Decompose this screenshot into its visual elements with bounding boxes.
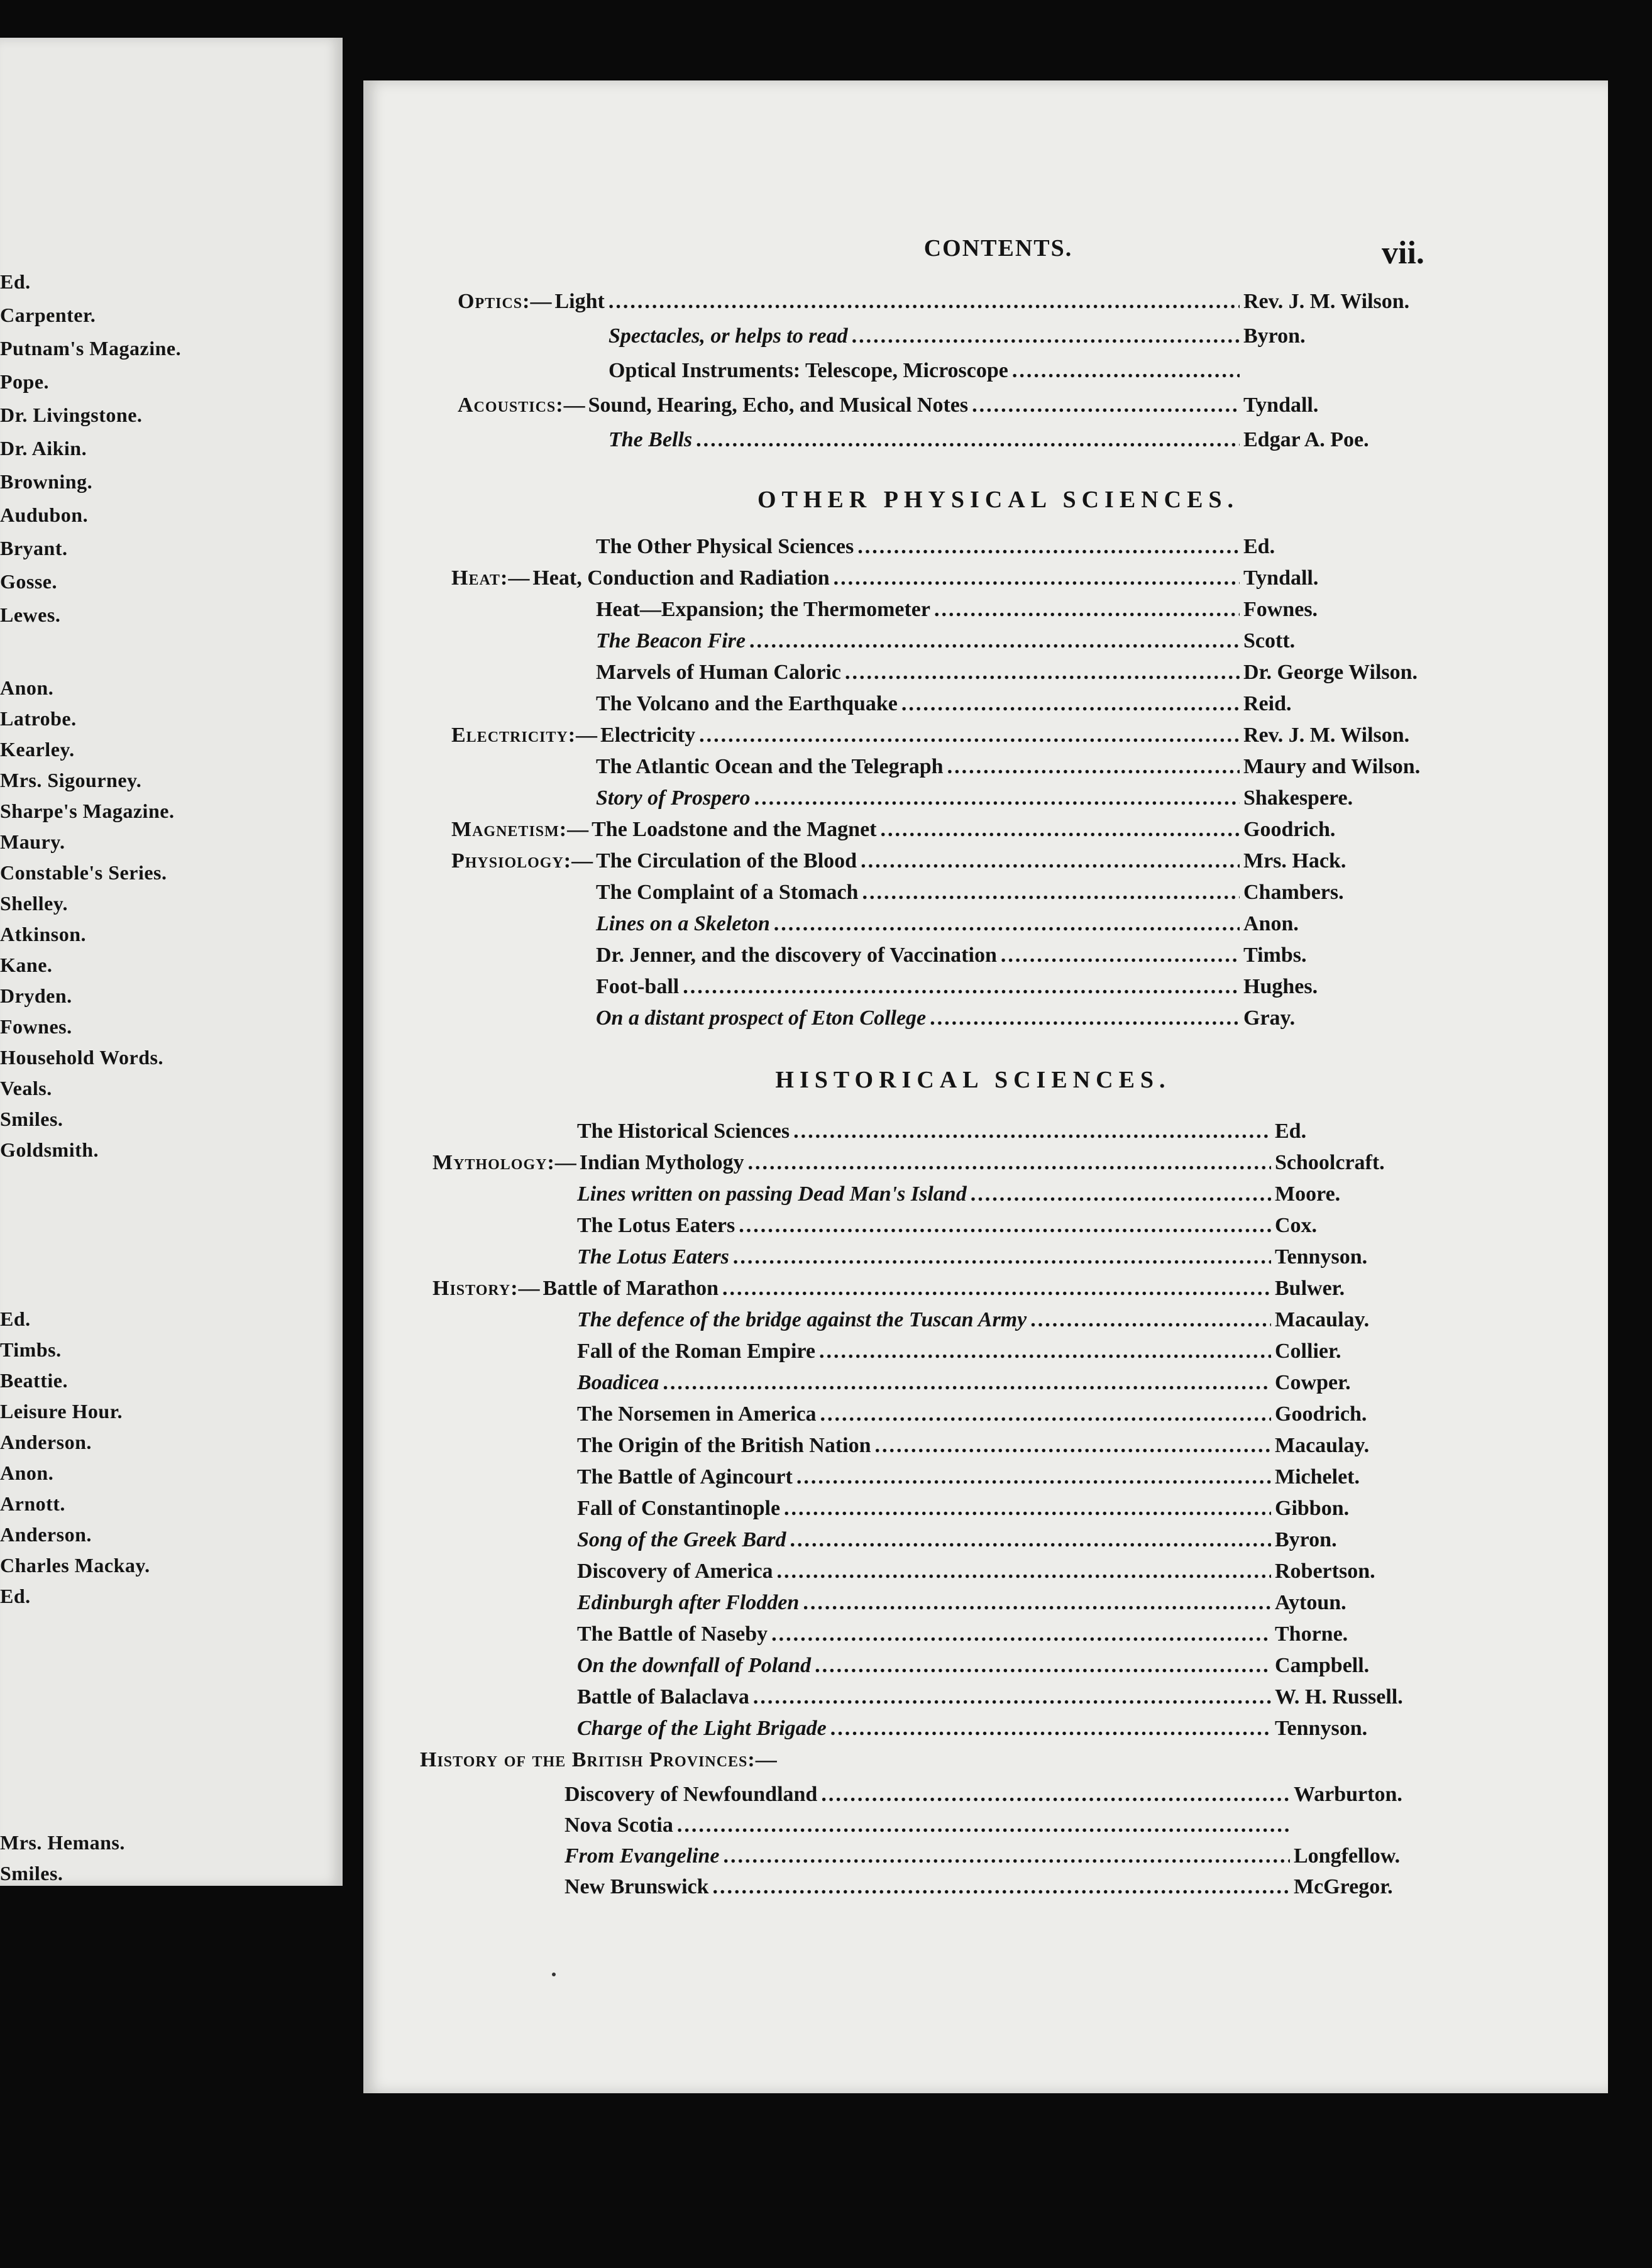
previous-page-author-line: Mrs. Hemans. <box>0 1831 125 1854</box>
leader-dots <box>713 1873 1290 1901</box>
contents-entry <box>577 1589 1432 1617</box>
entry-author: Macaulay. <box>1275 1434 1370 1457</box>
leader-dots <box>820 1401 1271 1428</box>
contents-entry <box>577 1243 1432 1271</box>
leader-dots <box>753 1683 1271 1711</box>
entry-title: On a distant prospect of Eton College <box>596 1006 927 1030</box>
provinces-heading-label: History of the British Provinces:— <box>420 1748 778 1771</box>
entry-title: Dr. Jenner, and the discovery of Vaccination <box>596 944 997 967</box>
entry-title: The Bells <box>608 428 693 451</box>
entry-title: The Origin of the British Nation <box>577 1434 871 1457</box>
leader-dots <box>1030 1306 1271 1334</box>
entry-title: Lines written on passing Dead Man's Island <box>577 1182 967 1206</box>
contents-entry <box>577 1463 1432 1491</box>
contents-entry <box>577 1683 1432 1711</box>
leader-dots <box>733 1243 1271 1271</box>
contents-entry <box>458 392 1451 419</box>
contents-entry <box>596 879 1451 906</box>
entry-author: Byron. <box>1275 1528 1337 1551</box>
contents-entry <box>577 1432 1432 1460</box>
contents-entry <box>608 426 1451 454</box>
entry-title: Story of Prospero <box>596 786 751 810</box>
previous-page-author-line: Dr. Livingstone. <box>0 404 143 426</box>
leader-dots <box>862 879 1240 906</box>
leader-dots <box>747 1149 1271 1177</box>
entry-title: Nova Scotia <box>564 1814 673 1837</box>
entry-title: Edinburgh after Flodden <box>577 1591 800 1614</box>
entry-author: Cox. <box>1275 1214 1318 1237</box>
leader-dots <box>754 784 1240 812</box>
entry-author: Collier. <box>1275 1340 1341 1363</box>
leader-dots <box>677 1812 1290 1839</box>
leader-dots <box>793 1118 1271 1145</box>
entry-author: Rev. J. M. Wilson. <box>1243 724 1410 747</box>
contents-page <box>363 80 1608 2093</box>
contents-entry <box>451 816 1451 844</box>
entry-author: Goodrich. <box>1243 818 1336 841</box>
previous-page-author-line: Anderson. <box>0 1523 92 1546</box>
leader-dots <box>796 1463 1271 1491</box>
leader-dots <box>815 1652 1271 1680</box>
leader-dots <box>901 690 1240 718</box>
entry-title: Battle of Marathon <box>542 1277 719 1300</box>
contents-entry <box>564 1812 1432 1839</box>
entry-author: Byron. <box>1243 324 1306 348</box>
previous-page-author-line: Audubon. <box>0 504 89 526</box>
previous-page-author-line: Beattie. <box>0 1369 68 1392</box>
section-label: Optics:— <box>458 290 553 313</box>
previous-page-author-line: Dryden. <box>0 984 72 1007</box>
previous-page-author-line: Leisure Hour. <box>0 1400 123 1423</box>
leader-dots <box>696 426 1240 454</box>
entry-author: W. H. Russell. <box>1275 1685 1403 1709</box>
leader-dots <box>1001 942 1240 969</box>
entry-author: Chambers. <box>1243 881 1344 904</box>
contents-entry <box>608 357 1451 385</box>
entry-author: Mrs. Hack. <box>1243 849 1346 873</box>
contents-entry <box>564 1781 1432 1808</box>
previous-page-author-line: Anon. <box>0 1462 54 1484</box>
entry-title: Heat—Expansion; the Thermometer <box>596 598 930 621</box>
leader-dots <box>861 847 1240 875</box>
leader-dots <box>699 722 1240 749</box>
leader-dots <box>683 973 1240 1001</box>
leader-dots <box>875 1432 1271 1460</box>
leader-dots <box>830 1715 1271 1742</box>
contents-entry <box>596 973 1451 1001</box>
page-number: vii. <box>1382 235 1424 271</box>
entry-title: The Circulation of the Blood <box>596 849 857 873</box>
entry-title: Boadicea <box>577 1371 659 1394</box>
entry-author: Tyndall. <box>1243 394 1319 417</box>
previous-page-author-line: Anon. <box>0 676 54 699</box>
contents-entry <box>577 1118 1432 1145</box>
leader-dots <box>947 753 1240 781</box>
leader-dots <box>821 1781 1290 1808</box>
previous-page-author-line: Latrobe. <box>0 707 77 730</box>
previous-page-author-line: Kane. <box>0 954 53 976</box>
contents-entry <box>596 659 1451 686</box>
entry-author: Robertson. <box>1275 1560 1375 1583</box>
entry-author: Goodrich. <box>1275 1402 1367 1426</box>
entry-author: Gibbon. <box>1275 1497 1350 1520</box>
contents-entry <box>596 596 1451 624</box>
entry-author: McGregor. <box>1294 1875 1393 1898</box>
entry-title: New Brunswick <box>564 1875 709 1898</box>
leader-dots <box>771 1621 1271 1648</box>
contents-entry <box>432 1149 1432 1177</box>
section-heading-other-physical-sciences: OTHER PHYSICAL SCIENCES. <box>757 487 1240 513</box>
contents-entry <box>458 288 1451 316</box>
leader-dots <box>663 1369 1271 1397</box>
entry-title: Battle of Balaclava <box>577 1685 749 1709</box>
leader-dots <box>852 322 1240 350</box>
contents-entry <box>596 627 1451 655</box>
contents-entry <box>577 1338 1432 1365</box>
leader-dots <box>934 596 1240 624</box>
entry-title: Discovery of Newfoundland <box>564 1783 818 1806</box>
entry-author: Warburton. <box>1294 1783 1402 1806</box>
previous-page-author-line: Charles Mackay. <box>0 1554 150 1577</box>
contents-entry <box>577 1495 1432 1522</box>
entry-title: The Other Physical Sciences <box>596 535 854 558</box>
entry-title: The Norsemen in America <box>577 1402 817 1426</box>
contents-entry <box>451 564 1451 592</box>
contents-entry <box>577 1715 1432 1742</box>
leader-dots <box>845 659 1240 686</box>
entry-author: Shakespere. <box>1243 786 1353 810</box>
leader-dots <box>972 392 1240 419</box>
entry-author: Edgar A. Poe. <box>1243 428 1369 451</box>
entry-author: Timbs. <box>1243 944 1307 967</box>
leader-dots <box>857 533 1240 561</box>
entry-author: Longfellow. <box>1294 1844 1401 1868</box>
contents-entry <box>564 1842 1432 1870</box>
previous-page-author-line: Veals. <box>0 1077 52 1099</box>
leader-dots <box>739 1212 1271 1240</box>
contents-entry <box>577 1401 1432 1428</box>
previous-page-author-line: Maury. <box>0 830 65 853</box>
previous-page <box>0 38 343 1886</box>
entry-title: From Evangeline <box>564 1844 720 1868</box>
leader-dots <box>1012 357 1240 385</box>
entry-title: The Atlantic Ocean and the Telegraph <box>596 755 944 778</box>
entry-title: On the downfall of Poland <box>577 1654 812 1677</box>
contents-entry <box>432 1275 1432 1302</box>
contents-entry <box>451 847 1451 875</box>
entry-title: Heat, Conduction and Radiation <box>532 566 830 590</box>
entry-author: Reid. <box>1243 692 1292 715</box>
leader-dots <box>930 1005 1240 1032</box>
section-label: Acoustics:— <box>458 394 586 417</box>
previous-page-author-line: Ed. <box>0 1585 31 1607</box>
contents-entry <box>596 910 1451 938</box>
previous-page-author-line: Ed. <box>0 270 31 293</box>
leader-dots <box>803 1589 1271 1617</box>
contents-entry <box>596 533 1451 561</box>
entry-author: Schoolcraft. <box>1275 1151 1385 1174</box>
entry-title: Song of the Greek Bard <box>577 1528 786 1551</box>
previous-page-author-line: Shelley. <box>0 892 69 915</box>
leader-dots <box>608 288 1240 316</box>
previous-page-author-line: Smiles. <box>0 1108 63 1130</box>
contents-entry <box>451 722 1451 749</box>
provinces-heading <box>420 1746 780 1774</box>
contents-entry <box>577 1181 1432 1208</box>
previous-page-author-line: Atkinson. <box>0 923 86 945</box>
entry-author: Dr. George Wilson. <box>1243 661 1418 684</box>
leader-dots <box>722 1275 1271 1302</box>
entry-title: Electricity <box>600 724 696 747</box>
leader-dots <box>880 816 1240 844</box>
entry-title: Light <box>554 290 605 313</box>
contents-entry <box>596 1005 1451 1032</box>
contents-entry <box>596 942 1451 969</box>
entry-author: Rev. J. M. Wilson. <box>1243 290 1410 313</box>
contents-entry <box>577 1526 1432 1554</box>
entry-title: The Volcano and the Earthquake <box>596 692 898 715</box>
running-title: CONTENTS. <box>923 235 1073 261</box>
entry-title: Indian Mythology <box>579 1151 744 1174</box>
entry-title: Lines on a Skeleton <box>596 912 770 935</box>
entry-title: The Lotus Eaters <box>577 1245 729 1269</box>
leader-dots <box>971 1181 1271 1208</box>
entry-author: Thorne. <box>1275 1622 1348 1646</box>
section-label: Electricity:— <box>451 724 598 747</box>
previous-page-author-line: Browning. <box>0 470 93 493</box>
entry-author: Ed. <box>1275 1120 1307 1143</box>
entry-title: The Lotus Eaters <box>577 1214 735 1237</box>
previous-page-author-line: Constable's Series. <box>0 861 167 884</box>
entry-author: Moore. <box>1275 1182 1341 1206</box>
contents-entry <box>577 1212 1432 1240</box>
contents-entry <box>596 784 1451 812</box>
contents-entry <box>577 1558 1432 1585</box>
contents-entry <box>577 1652 1432 1680</box>
entry-title: Fall of Constantinople <box>577 1497 781 1520</box>
previous-page-author-line: Carpenter. <box>0 304 96 326</box>
entry-author: Campbell. <box>1275 1654 1370 1677</box>
entry-title: The Complaint of a Stomach <box>596 881 859 904</box>
contents-entry <box>577 1306 1432 1334</box>
leader-dots <box>749 627 1240 655</box>
entry-title: Sound, Hearing, Echo, and Musical Notes <box>588 394 969 417</box>
entry-title: The Beacon Fire <box>596 629 746 652</box>
entry-title: Spectacles, or helps to read <box>608 324 848 348</box>
leader-dots <box>790 1526 1271 1554</box>
entry-title: The Loadstone and the Magnet <box>592 818 877 841</box>
contents-entry <box>577 1621 1432 1648</box>
section-label: Magnetism:— <box>451 818 590 841</box>
leader-dots <box>834 564 1240 592</box>
entry-title: Optical Instruments: Telescope, Microscope <box>608 359 1008 382</box>
leader-dots <box>724 1842 1290 1870</box>
contents-entry <box>608 322 1451 350</box>
leader-dots <box>819 1338 1271 1365</box>
entry-author: Scott. <box>1243 629 1296 652</box>
previous-page-author-line: Pope. <box>0 370 50 393</box>
leader-dots <box>774 910 1240 938</box>
leader-dots <box>777 1558 1271 1585</box>
entry-author: Michelet. <box>1275 1465 1360 1489</box>
previous-page-author-line: Gosse. <box>0 570 57 593</box>
contents-entry <box>577 1369 1432 1397</box>
section-label: History:— <box>432 1277 541 1300</box>
previous-page-author-line: Timbs. <box>0 1338 62 1361</box>
entry-author: Tennyson. <box>1275 1245 1368 1269</box>
contents-entry <box>596 690 1451 718</box>
previous-page-author-line: Arnott. <box>0 1492 65 1515</box>
entry-author: Ed. <box>1243 535 1275 558</box>
section-heading-historical-sciences: HISTORICAL SCIENCES. <box>775 1067 1171 1093</box>
paper-speck <box>552 1973 556 1976</box>
entry-author: Tennyson. <box>1275 1717 1368 1740</box>
entry-author: Aytoun. <box>1275 1591 1346 1614</box>
entry-title: The Battle of Agincourt <box>577 1465 793 1489</box>
entry-author: Tyndall. <box>1243 566 1319 590</box>
entry-title: Discovery of America <box>577 1560 773 1583</box>
previous-page-author-line: Lewes. <box>0 603 61 626</box>
previous-page-author-line: Goldsmith. <box>0 1138 99 1161</box>
entry-author: Fownes. <box>1243 598 1318 621</box>
previous-page-author-line: Fownes. <box>0 1015 72 1038</box>
leader-dots <box>784 1495 1271 1522</box>
entry-author: Hughes. <box>1243 975 1318 998</box>
previous-page-author-line: Smiles. <box>0 1862 63 1885</box>
contents-entry <box>564 1873 1432 1901</box>
previous-page-author-line: Sharpe's Magazine. <box>0 800 175 822</box>
entry-title: The defence of the bridge against the Tuscan Army <box>577 1308 1027 1331</box>
entry-author: Maury and Wilson. <box>1243 755 1421 778</box>
contents-entry <box>596 753 1451 781</box>
section-label: Heat:— <box>451 566 531 590</box>
entry-title: Charge of the Light Brigade <box>577 1717 827 1740</box>
previous-page-author-line: Ed. <box>0 1307 31 1330</box>
previous-page-author-line: Kearley. <box>0 738 75 761</box>
entry-author: Gray. <box>1243 1006 1296 1030</box>
previous-page-author-line: Household Words. <box>0 1046 163 1069</box>
previous-page-author-line: Anderson. <box>0 1431 92 1453</box>
entry-title: The Historical Sciences <box>577 1120 790 1143</box>
entry-title: Foot-ball <box>596 975 680 998</box>
previous-page-author-line: Bryant. <box>0 537 68 559</box>
previous-page-author-line: Putnam's Magazine. <box>0 337 182 360</box>
section-label: Mythology:— <box>432 1151 577 1174</box>
previous-page-author-line: Dr. Aikin. <box>0 437 87 460</box>
entry-author: Macaulay. <box>1275 1308 1370 1331</box>
entry-author: Anon. <box>1243 912 1299 935</box>
entry-title: Fall of the Roman Empire <box>577 1340 816 1363</box>
entry-author: Cowper. <box>1275 1371 1351 1394</box>
previous-page-author-line: Mrs. Sigourney. <box>0 769 142 791</box>
section-label: Physiology:— <box>451 849 594 873</box>
entry-title: The Battle of Naseby <box>577 1622 768 1646</box>
entry-title: Marvels of Human Caloric <box>596 661 841 684</box>
entry-author: Bulwer. <box>1275 1277 1345 1300</box>
